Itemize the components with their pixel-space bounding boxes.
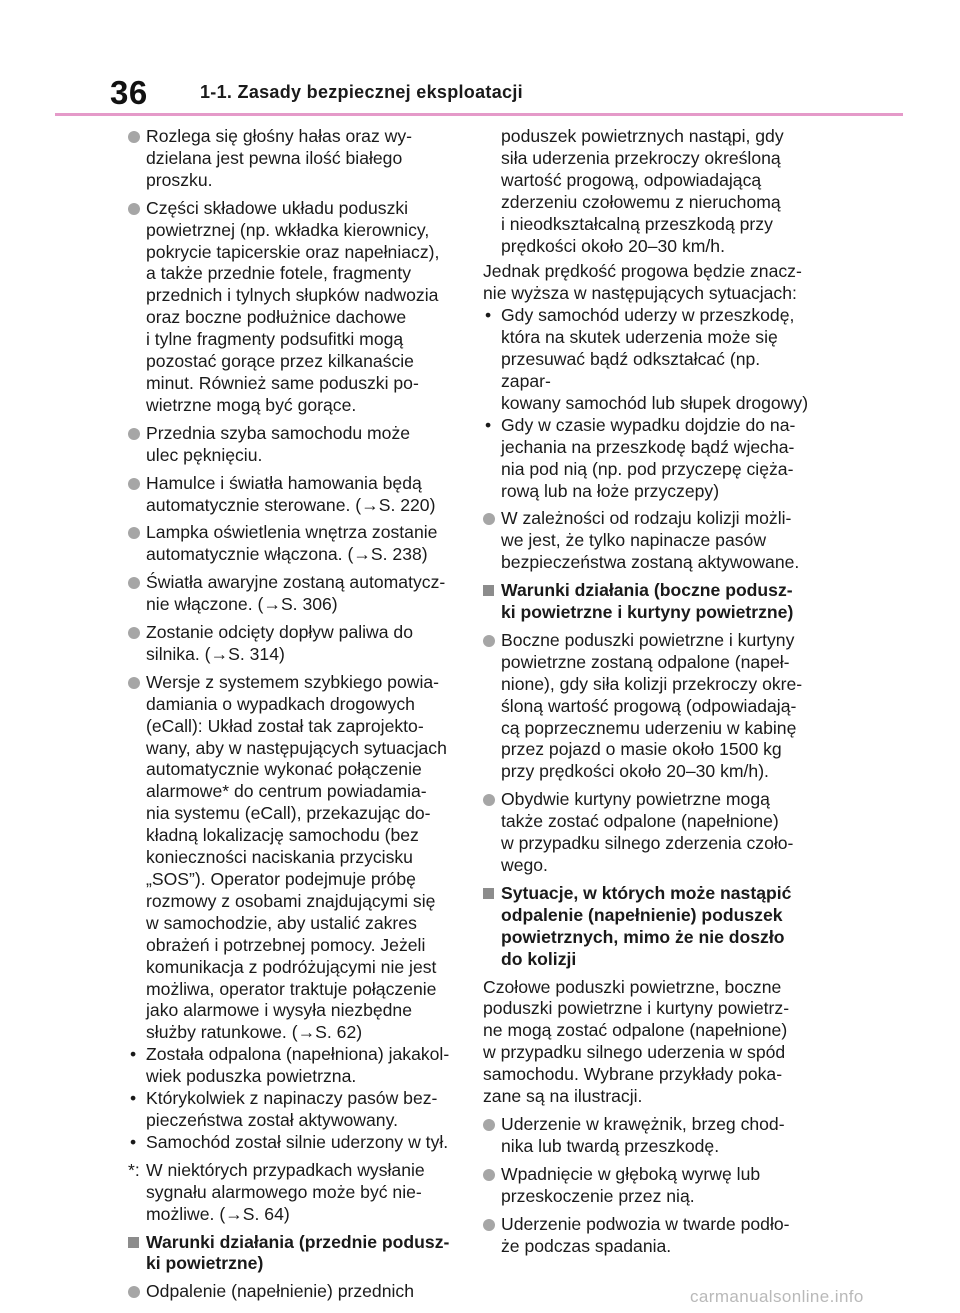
watermark: carmanualsonline.info — [690, 1287, 864, 1306]
page-number: 36 — [110, 74, 148, 111]
bullet-item: Boczne poduszki powietrzne i kurtyny powietrzne zostaną odpalone (napeł- nione), gdy siła kolizji przekroczy okre- śloną wartość progową (odpowiadają- cą poprzecznemu uderzeniu w kabinę przez pojazd o masie około 1500 kg przy prędkości około 20–30 km/h). — [483, 630, 813, 783]
bullet-item: Obydwie kurtyny powietrzne mogą także zostać odpalone (napełnione) w przypadku silnego zderzenia czoło- wego. — [483, 789, 813, 877]
section-heading: Warunki działania (przednie podusz- ki powietrzne) — [128, 1232, 454, 1276]
bullet-item: Uderzenie w krawężnik, brzeg chod- nika lub twardą przeszkodę. — [483, 1114, 813, 1158]
bullet-item: Rozlega się głośny hałas oraz wy- dzielana jest pewna ilość białego proszku. — [128, 126, 454, 192]
paragraph: Czołowe poduszki powietrzne, boczne poduszki powietrzne i kurtyny powietrz- ne mogą zostać odpalone (napełnione) w przypadku silnego uderzenia w spód samochodu. Wybrane przykłady poka- zane są na ilustracji. — [483, 976, 790, 1107]
header-divider — [55, 113, 903, 116]
bullet-item: Światła awaryjne zostaną automatycz- nie włączone. (→S. 306) — [128, 572, 454, 616]
bullet-item: Uderzenie podwozia w twarde podło- że podczas spadania. — [483, 1214, 813, 1258]
continued-text: poduszek powietrznych nastąpi, gdy siła uderzenia przekroczy określoną wartość progową, odpowiadającą zderzeniu czołowemu z nieruchomą i nieodkształcalną przeszkodą przy prędkości około 20–30 km/h. — [501, 126, 784, 256]
section-heading: Sytuacje, w których może nastąpić odpalenie (napełnienie) poduszek powietrznych, mimo że nie doszło do kolizji — [483, 883, 813, 971]
bullet-item: Odpalenie (napełnienie) przednich — [128, 1281, 454, 1303]
footnote: *: W niektórych przypadkach wysłanie sygnału alarmowego może być nie- możliwe. (→S. 64) — [128, 1160, 454, 1226]
sub-item: • Gdy samochód uderzy w przeszkodę, która na skutek uderzenia może się przesuwać bądź odkształcać (np. zapar- kowany samochód lub słupek drogowy) — [483, 305, 813, 415]
bullet-item: Przednia szyba samochodu może ulec pęknięciu. — [128, 423, 454, 467]
sub-item: • Którykolwiek z napinaczy pasów bez- pieczeństwa został aktywowany. — [128, 1088, 454, 1132]
bullet-item: Lampka oświetlenia wnętrza zostanie automatycznie włączona. (→S. 238) — [128, 522, 454, 566]
section-title: 1-1. Zasady bezpiecznej eksploatacji — [200, 82, 523, 102]
page-header — [0, 0, 960, 118]
bullet-item: Zostanie odcięty dopływ paliwa do silnika. (→S. 314) — [128, 622, 454, 666]
bullet-item: Części składowe układu poduszki powietrznej (np. wkładka kierownicy, pokrycie tapicerskie oraz napełniacz), a także przednie fotele, fragmenty przednich i tylnych słupków nadwozia oraz boczne podłużnice dachowe i tylne fragmenty podsufitki mogą pozostać gorące przez kilkanaście minut. Również same poduszki po- wietrzne mogą być gorące. — [128, 198, 454, 417]
right-column — [483, 126, 813, 1263]
left-column — [128, 126, 454, 1309]
sub-item: • Gdy w czasie wypadku dojdzie do na- jechania na przeszkodę bądź wjecha- nia pod nią (np. pod przyczepę cięża- rową lub na łoże przyczepy) — [483, 415, 813, 503]
paragraph: Jednak prędkość progowa będzie znacz- nie wyższa w następujących sytuacjach: — [483, 261, 802, 304]
bullet-item: Wersje z systemem szybkiego powia- damiania o wypadkach drogowych (eCall): Układ został tak zaprojekto- wany, aby w następujących sytuacjach automatycznie wykonać połączenie alarmowe* do centrum powiadamia- nia systemu (eCall), przekazując do- kładną lokalizację samochodu (bez konieczności naciskania przycisku „SOS”). Operator podejmuje próbę rozmowy z osobami znajdującymi się w samochodzie, aby ustalić zakres obrażeń i potrzebnej pomocy. Jeżeli komunikacja z podróżującymi nie jest możliwa, operator traktuje połączenie jako alarmowe i wysyła niezbędne służby ratunkowe. (→S. 62) — [128, 672, 454, 1044]
sub-item: • Samochód został silnie uderzony w tył. — [128, 1132, 454, 1154]
bullet-item: Wpadnięcie w głęboką wyrwę lub przeskoczenie przez nią. — [483, 1164, 813, 1208]
section-heading: Warunki działania (boczne podusz- ki powietrzne i kurtyny powietrzne) — [483, 580, 813, 624]
bullet-item: W zależności od rodzaju kolizji możli- we jest, że tylko napinacze pasów bezpieczeństwa zostaną aktywowane. — [483, 508, 813, 574]
bullet-item: Hamulce i światła hamowania będą automatycznie sterowane. (→S. 220) — [128, 473, 454, 517]
sub-item: • Została odpalona (napełniona) jakakol- wiek poduszka powietrzna. — [128, 1044, 454, 1088]
